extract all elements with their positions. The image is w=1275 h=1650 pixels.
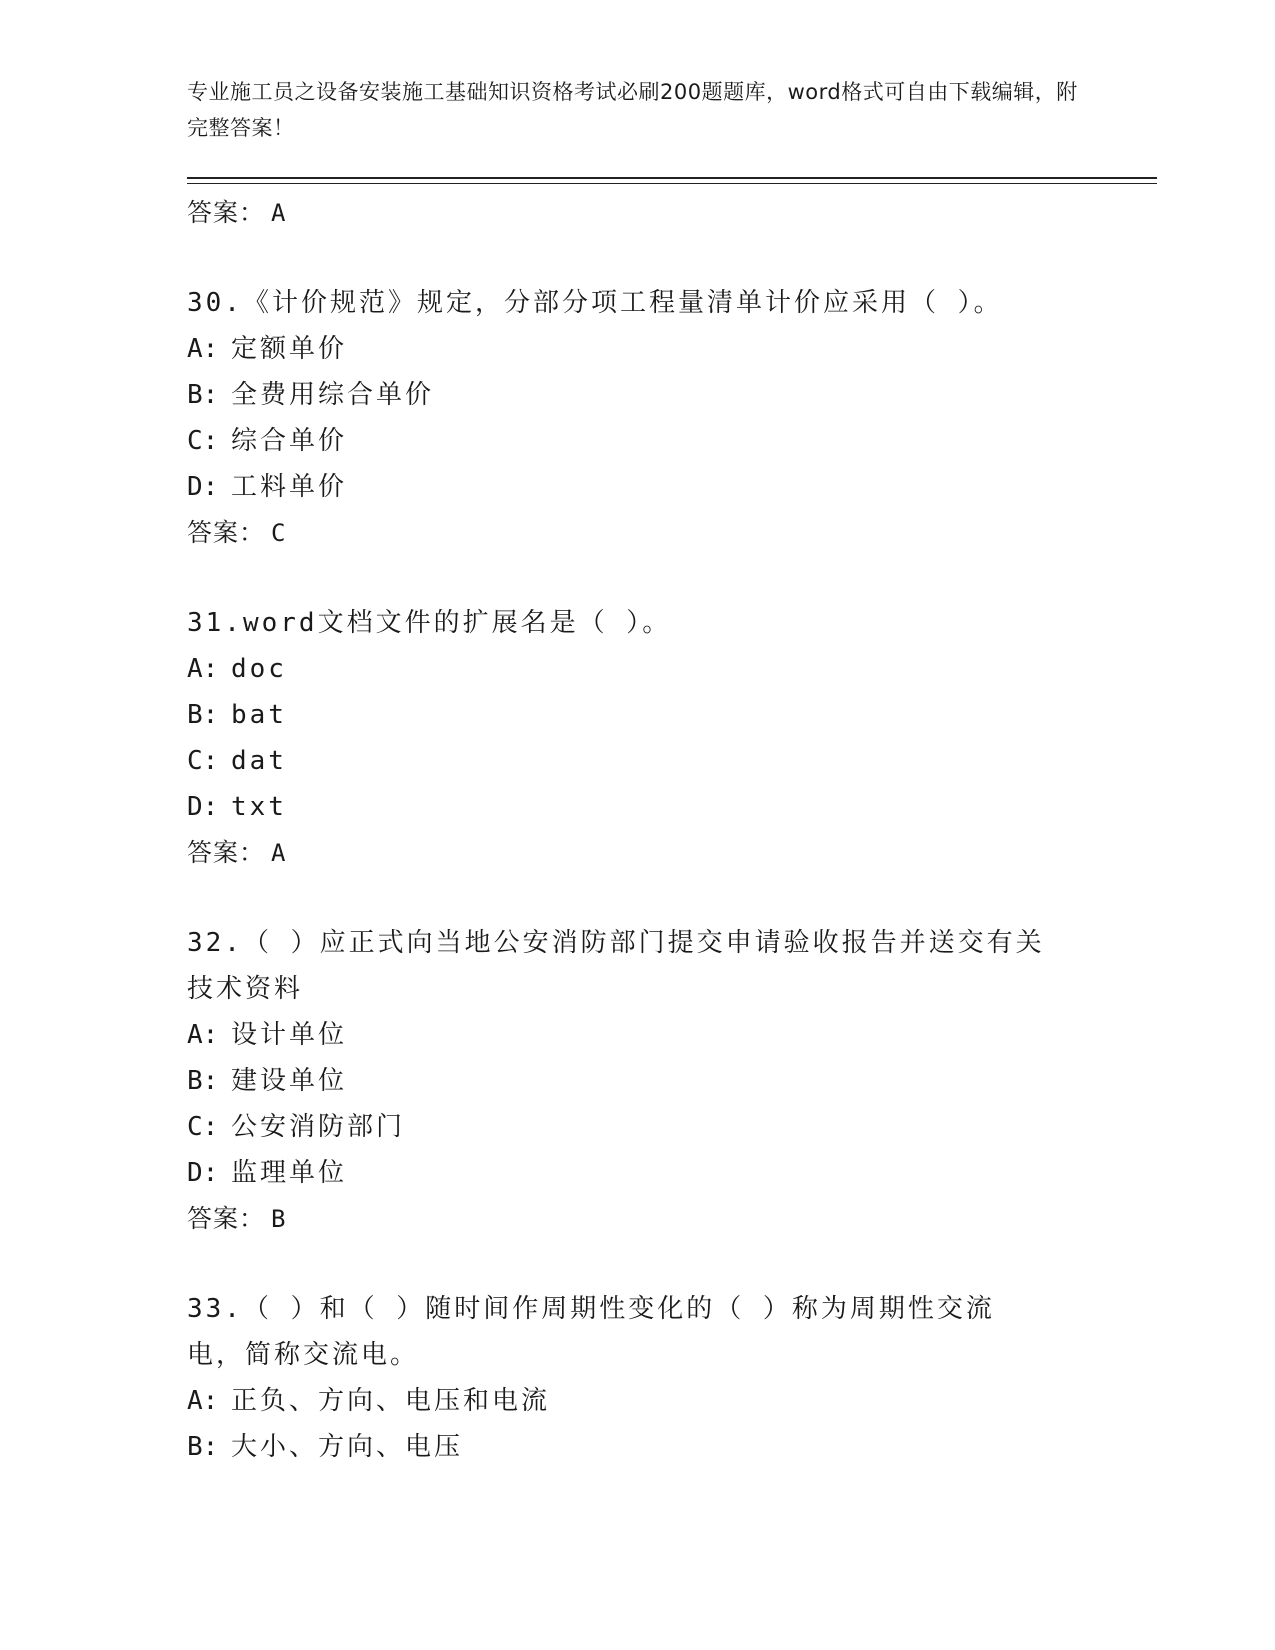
answer-line xyxy=(187,830,1157,876)
option-text: 监理单位 xyxy=(231,1158,348,1188)
option-text: 建设单位 xyxy=(231,1066,348,1096)
option-c xyxy=(187,738,1157,784)
option-letter: B: xyxy=(187,1432,219,1462)
option-letter: C: xyxy=(187,426,219,456)
option-d xyxy=(187,784,1157,830)
option-letter: B: xyxy=(187,380,219,410)
document-page xyxy=(187,0,1157,1650)
option-text: dat xyxy=(231,746,287,776)
answer-label: 答案： xyxy=(187,1204,266,1233)
option-text: 设计单位 xyxy=(231,1020,348,1050)
spacer xyxy=(187,556,1157,600)
answer-label: 答案： xyxy=(187,198,266,227)
option-letter: A: xyxy=(187,1386,219,1416)
option-text: 工料单价 xyxy=(231,472,348,502)
spacer xyxy=(187,236,1157,280)
answer-label: 答案： xyxy=(187,518,266,547)
question-text: 32.（ ）应正式向当地公安消防部门提交申请验收报告并送交有关技术资料 xyxy=(187,928,1045,1004)
option-b xyxy=(187,1424,1157,1470)
answer-label: 答案： xyxy=(187,838,266,867)
option-a xyxy=(187,326,1157,372)
option-text: txt xyxy=(231,792,287,822)
header-rule-thick xyxy=(187,177,1157,179)
option-a xyxy=(187,1378,1157,1424)
option-letter: A: xyxy=(187,654,219,684)
option-letter: D: xyxy=(187,1158,219,1188)
option-text: 大小、方向、电压 xyxy=(231,1432,464,1462)
question-text: 30.《计价规范》规定，分部分项工程量清单计价应采用（ ）。 xyxy=(187,288,1003,318)
spacer xyxy=(187,876,1157,920)
option-letter: D: xyxy=(187,792,219,822)
option-letter: A: xyxy=(187,334,219,364)
option-letter: A: xyxy=(187,1020,219,1050)
option-d xyxy=(187,1150,1157,1196)
document-header: 专业施工员之设备安装施工基础知识资格考试必刷200题题库，word格式可自由下载编辑，附完整答案！ xyxy=(187,80,1078,140)
option-text: doc xyxy=(231,654,287,684)
option-text: bat xyxy=(231,700,287,730)
question-text: 33.（ ）和（ ）随时间作周期性变化的（ ）称为周期性交流电，简称交流电。 xyxy=(187,1294,995,1370)
option-b xyxy=(187,372,1157,418)
header-rule-thin xyxy=(187,183,1157,184)
answer-line xyxy=(187,1196,1157,1242)
option-c xyxy=(187,418,1157,464)
option-letter: C: xyxy=(187,746,219,776)
answer-line xyxy=(187,510,1157,556)
option-letter: B: xyxy=(187,700,219,730)
option-b xyxy=(187,692,1157,738)
option-c xyxy=(187,1104,1157,1150)
option-b xyxy=(187,1058,1157,1104)
answer-value: C xyxy=(271,519,287,547)
option-a xyxy=(187,646,1157,692)
option-text: 综合单价 xyxy=(231,426,348,456)
option-text: 正负、方向、电压和电流 xyxy=(231,1386,551,1416)
option-a xyxy=(187,1012,1157,1058)
option-d xyxy=(187,464,1157,510)
spacer xyxy=(187,1242,1157,1286)
question-text: 31.word文档文件的扩展名是（ ）。 xyxy=(187,608,672,638)
option-letter: B: xyxy=(187,1066,219,1096)
answer-value: A xyxy=(271,199,287,227)
option-text: 公安消防部门 xyxy=(231,1112,406,1142)
option-text: 定额单价 xyxy=(231,334,348,364)
answer-value: B xyxy=(271,1205,287,1233)
option-text: 全费用综合单价 xyxy=(231,380,435,410)
option-letter: C: xyxy=(187,1112,219,1142)
answer-value: A xyxy=(271,839,287,867)
option-letter: D: xyxy=(187,472,219,502)
answer-line xyxy=(187,190,1157,236)
question-list xyxy=(187,190,1157,1470)
